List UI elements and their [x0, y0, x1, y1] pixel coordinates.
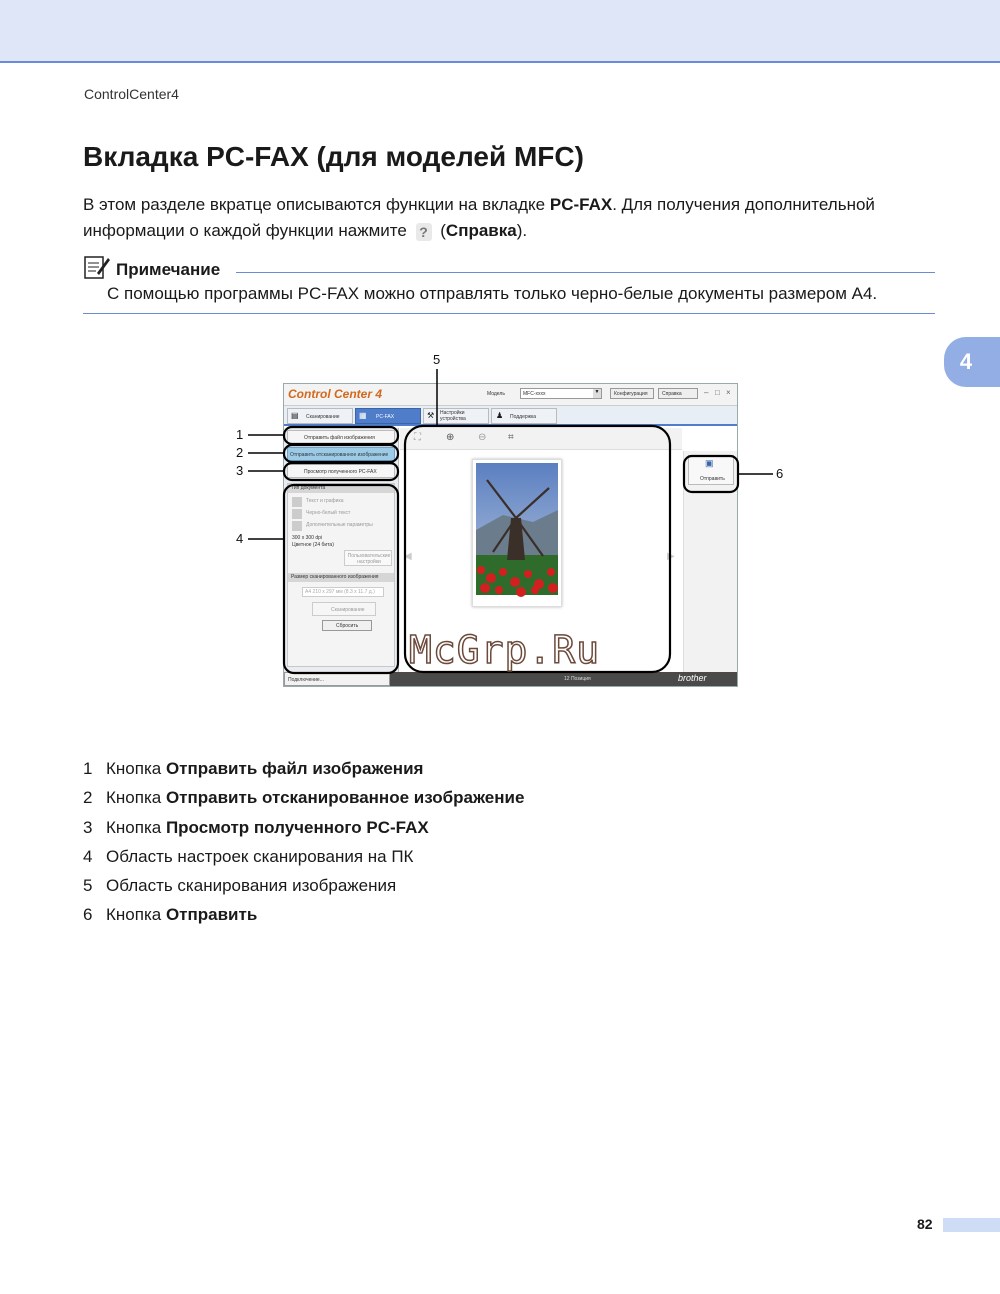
crop-icon[interactable]: ⌗: [508, 432, 514, 443]
note-title: Примечание: [116, 260, 221, 279]
callout-outline-4: [284, 485, 398, 673]
callout-4: 4: [236, 531, 244, 546]
doc-type-header: Тип документа: [288, 484, 394, 493]
close-icon[interactable]: ×: [726, 388, 731, 397]
callout-1: 1: [236, 427, 244, 442]
config-button[interactable]: Конфигурация: [610, 388, 654, 399]
maximize-icon[interactable]: □: [715, 388, 720, 397]
intro-paragraph: В этом разделе вкратце описываются функции на вкладке PC-FAX. Для получения дополнительной информации о каждой функции нажмите ? (Справка).: [83, 195, 875, 240]
scan-size-select[interactable]: A4 210 x 297 мм (8.3 x 11.7 д.): [302, 587, 384, 597]
tab-scan[interactable]: ▤ Сканирование: [287, 408, 353, 424]
wrench-icon: ⚒: [427, 411, 435, 420]
help-button[interactable]: Справка: [658, 388, 698, 399]
tab-support[interactable]: ♟ Поддержка: [491, 408, 557, 424]
doc-type-option-bw-text[interactable]: Черно-белый текст: [306, 510, 351, 516]
legend-item: 3 Кнопка Просмотр полученного PC-FAX: [83, 817, 429, 837]
legend-item: 5 Область сканирования изображения: [83, 876, 397, 896]
legend-item: 4 Область настроек сканирования на ПК: [83, 846, 414, 866]
section-header: ControlCenter4: [84, 86, 179, 102]
doc-type-option-text-graphics[interactable]: Текст и графика: [306, 498, 344, 504]
legend-item: 6 Кнопка Отправить: [83, 905, 258, 925]
model-select[interactable]: MFC-xxxx ▼: [520, 388, 602, 399]
callout-outline-1: [284, 427, 398, 444]
app-logo: Control Center 4: [288, 387, 383, 401]
page-title: Вкладка PC-FAX (для моделей MFC): [83, 141, 584, 172]
callout-outline-6: [684, 456, 738, 492]
prev-arrow-icon[interactable]: ◀: [404, 551, 412, 562]
page-number-bar: [943, 1218, 1000, 1232]
legend-item: 1 Кнопка Отправить файл изображения: [83, 759, 424, 778]
note-pencil-icon: [83, 254, 111, 280]
send-button[interactable]: ▣ Отправить: [688, 455, 734, 485]
chevron-down-icon: ▼: [593, 389, 601, 398]
callout-outline-3: [284, 463, 398, 480]
note-bottom-divider: [83, 313, 935, 314]
callout-outline-2: [284, 445, 398, 462]
top-band: [0, 0, 1000, 63]
view-received-pcfax-button[interactable]: Просмотр полученного PC-FAX: [287, 464, 395, 478]
send-scanned-image-button[interactable]: Отправить отсканированное изображение: [287, 447, 395, 461]
zoom-in-icon[interactable]: ⊕: [446, 432, 455, 443]
minimize-icon[interactable]: –: [704, 388, 709, 397]
callout-2: 2: [236, 445, 244, 460]
page-number: 82: [917, 1216, 933, 1232]
callout-5: 5: [433, 352, 441, 367]
resolution-value: 300 x 300 dpi: [292, 535, 323, 541]
callout-3: 3: [236, 463, 244, 478]
scan-size-header: Размер сканированного изображения: [288, 573, 394, 582]
color-value: Цветное (24 бита): [292, 542, 334, 548]
next-arrow-icon[interactable]: ▶: [667, 551, 675, 562]
tab-device-settings[interactable]: ⚒ Настройки устройства: [423, 408, 489, 424]
chapter-tab: 4: [944, 337, 1000, 387]
brand-logo: brother: [678, 673, 707, 683]
callout-6: 6: [776, 466, 784, 481]
tab-pcfax[interactable]: ▦ PC-FAX: [355, 408, 421, 424]
reset-button[interactable]: Сбросить: [322, 620, 372, 631]
note-divider: [236, 272, 935, 273]
scanner-icon: ▤: [291, 411, 299, 420]
legend-list: [83, 758, 524, 934]
zoom-out-icon[interactable]: ⊖: [478, 432, 487, 443]
custom-settings-button[interactable]: Пользовательские настройки: [344, 550, 392, 566]
doc-type-option-custom[interactable]: Дополнительные параметры: [306, 522, 373, 528]
model-label: Модель: [487, 391, 505, 397]
scan-button[interactable]: Сканирование: [312, 602, 376, 616]
note-text: С помощью программы PC-FAX можно отправлять только черно-белые документы размером A4.: [107, 284, 878, 303]
connection-status: Подключение...: [284, 672, 390, 686]
send-fax-icon: ▣: [705, 458, 714, 468]
fit-page-icon[interactable]: ⛶: [414, 432, 421, 443]
item-count: 12 Позиция: [564, 676, 591, 682]
legend-item: 2 Кнопка Отправить отсканированное изображение: [83, 788, 525, 808]
send-image-file-button[interactable]: Отправить файл изображения: [287, 430, 395, 444]
help-icon: ?: [416, 223, 432, 241]
fax-icon: ▦: [359, 411, 367, 420]
watermark: McGrp.Ru: [409, 628, 601, 672]
person-icon: ♟: [496, 411, 504, 420]
